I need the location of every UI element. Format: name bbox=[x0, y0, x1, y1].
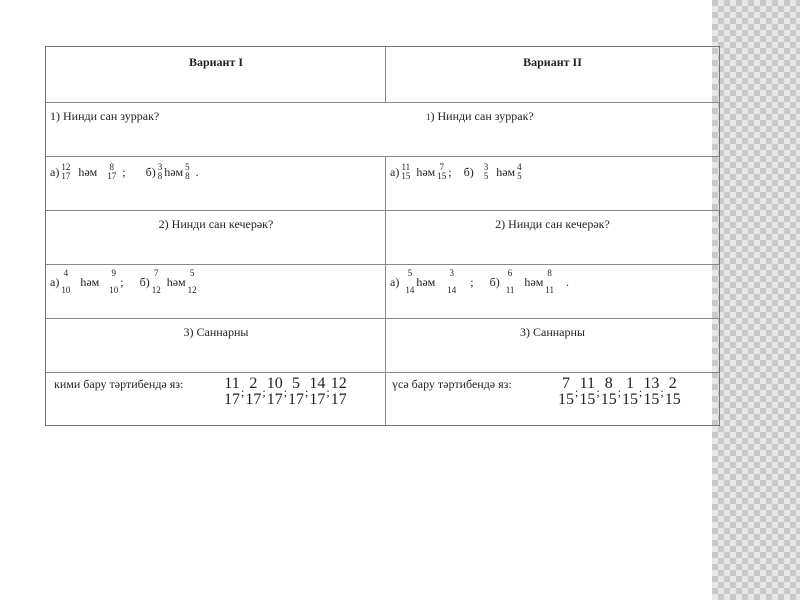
fraction: 13 15 bbox=[643, 375, 660, 408]
question-2-right-cell bbox=[386, 211, 719, 264]
answers-1-row bbox=[46, 157, 719, 211]
separator: ; bbox=[596, 384, 600, 399]
order-ascending-label: үсә бару тәртибендә яз: bbox=[392, 377, 512, 391]
fraction: 11 15 bbox=[579, 375, 596, 408]
question-2-row bbox=[46, 211, 719, 265]
variants-table bbox=[45, 46, 720, 426]
question-3-right-cell bbox=[386, 319, 719, 372]
answers-3-row bbox=[46, 373, 719, 425]
question-3-row bbox=[46, 319, 719, 373]
fractions-list-right bbox=[558, 376, 681, 408]
answers-3-left bbox=[46, 373, 386, 425]
answers-3-right bbox=[386, 373, 719, 425]
fraction: 2 15 bbox=[664, 375, 681, 408]
answers-2-row bbox=[46, 265, 719, 319]
order-descending-label: кими бару тәртибендә яз: bbox=[54, 377, 184, 391]
answers-1-left: а) 12 17 һәм 8 17 ; б) 3 8 һәм 5 8 . bbox=[46, 157, 386, 210]
header-variant-2 bbox=[386, 47, 719, 102]
answers-2-left: а) 4 10 һәм 9 10 ; б) 7 12 һәм 5 12 bbox=[46, 265, 386, 318]
question-2-right: 2) Нинди сан кечерәк? bbox=[495, 217, 610, 231]
separator: ; bbox=[575, 384, 579, 399]
fraction: 10 17 bbox=[266, 375, 283, 408]
answers-2-right: а) 5 14 һәм 3 14 ; б) 6 11 һәм 8 11 . bbox=[390, 268, 569, 295]
question-1-left: 1) Нинди сан зуррак? bbox=[50, 109, 160, 123]
fraction: 11 17 bbox=[224, 375, 240, 408]
separator: ; bbox=[262, 384, 266, 399]
question-3-left-cell bbox=[46, 319, 386, 372]
table-header-row bbox=[46, 47, 719, 103]
question-3-left: 3) Саннарны bbox=[183, 325, 249, 339]
separator: ; bbox=[660, 384, 664, 399]
variant-2-title: Вариант II bbox=[523, 55, 582, 69]
fraction: 5 17 bbox=[288, 375, 305, 408]
decorative-side-pattern bbox=[712, 0, 800, 600]
fraction: 12 17 bbox=[330, 375, 347, 408]
separator: ; bbox=[326, 384, 330, 399]
fractions-list-left bbox=[224, 376, 347, 408]
question-1-cell bbox=[46, 103, 719, 156]
separator: ; bbox=[617, 384, 622, 399]
question-1-row bbox=[46, 103, 719, 157]
fraction: 7 15 bbox=[558, 375, 574, 408]
separator: ; bbox=[241, 384, 245, 399]
variant-1-title: Вариант I bbox=[188, 55, 244, 69]
separator: ; bbox=[305, 384, 309, 399]
separator: ; bbox=[283, 384, 288, 399]
fraction: 8 15 bbox=[600, 375, 617, 408]
question-2-left: 2) Нинди сан кечерәк? bbox=[158, 217, 274, 231]
header-variant-1 bbox=[46, 47, 386, 102]
answers-1-right: а) 11 15 һәм 7 15 ; б) 3 5 һәм 4 5 bbox=[390, 162, 522, 181]
question-1-right: 1) Нинди сан зуррак? bbox=[426, 109, 534, 123]
fraction: 2 17 bbox=[245, 375, 262, 408]
fraction: 14 17 bbox=[309, 375, 326, 408]
fraction: 1 15 bbox=[622, 375, 639, 408]
question-2-left-cell bbox=[46, 211, 386, 264]
separator: ; bbox=[639, 384, 643, 399]
question-3-right: 3) Саннарны bbox=[520, 325, 585, 339]
